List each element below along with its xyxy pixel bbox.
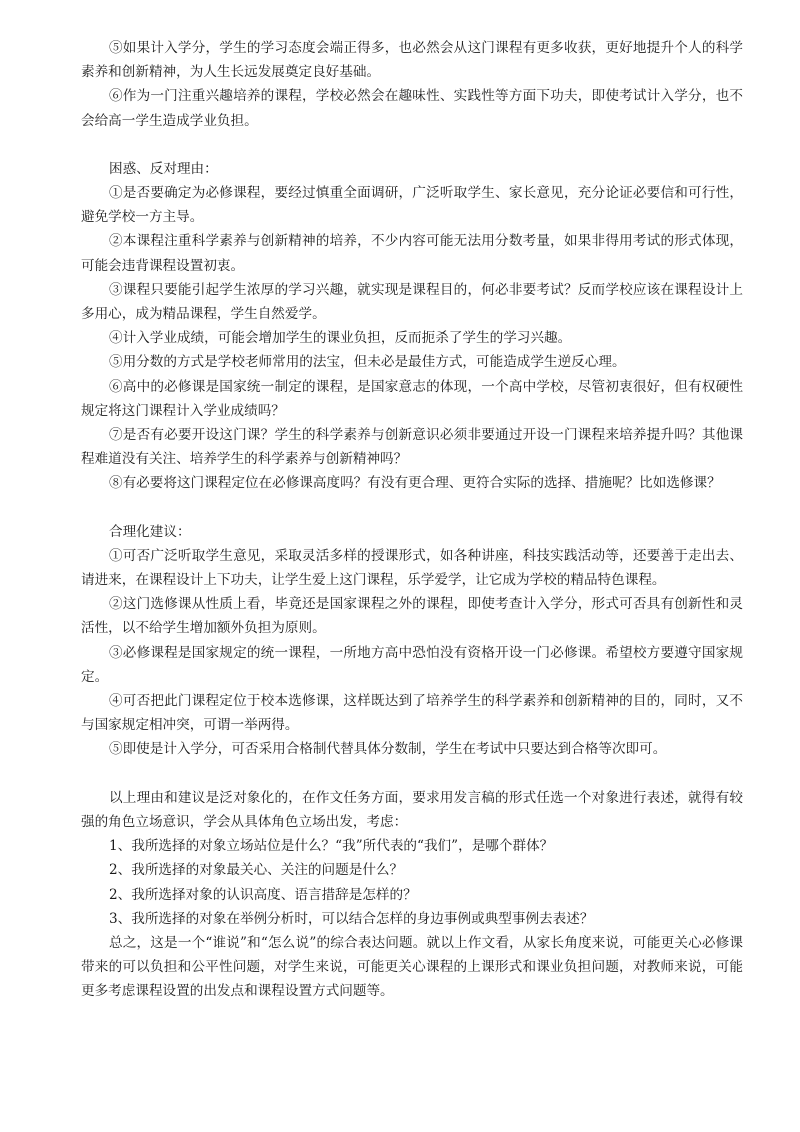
suggest-item-3: ③必修课程是国家规定的统一课程，一所地方高中恐怕没有资格开设一门必修课。希望校方要遵守国家规定。	[81, 644, 743, 685]
oppose-item-5: ⑤用分数的方式是学校老师常用的法宝，但未必是最佳方式，可能造成学生逆反心理。	[109, 354, 626, 371]
closing-question-4: 3、我所选择的对象在举例分析时，可以结合怎样的身边事例或典型事例去表述？	[109, 910, 594, 927]
suggest-item-2: ②这门选修课从性质上看，毕竟还是国家课程之外的课程，即使考查计入学分，形式可否具有创新性和灵活性，以不给学生增加额外负担为原则。	[81, 596, 743, 637]
closing-summary: 总之，这是一个“谁说”和“怎么说”的综合表达问题。就以上作文看，从家长角度来说，可能更关心必修课带来的可以负担和公平性问题，对学生来说，可能更关心课程的上课形式和课业负担问题，对教师来说，可能更多考虑课程设置的出发点和课程设置方式问题等。	[81, 934, 743, 1000]
oppose-item-6: ⑥高中的必修课是国家统一制定的课程，是国家意志的体现，一个高中学校，尽管初衷很好，但有权硬性规定将这门课程计入学业成绩吗？	[81, 378, 743, 419]
paragraph-support-6: ⑥作为一门注重兴趣培养的课程，学校必然会在趣味性、实践性等方面下功夫，即使考试计入学分，也不会给高一学生造成学业负担。	[81, 88, 743, 129]
closing-intro: 以上理由和建议是泛对象化的，在作文任务方面，要求用发言稿的形式任选一个对象进行表述，就得有较强的角色立场意识，学会从具体角色立场出发，考虑：	[81, 789, 743, 830]
suggest-item-5: ⑤即使是计入学分，可否采用合格制代替具体分数制，学生在考试中只要达到合格等次即可。	[109, 741, 667, 758]
oppose-item-1: ①是否要确定为必修课程，要经过慎重全面调研，广泛听取学生、家长意见，充分论证必要信和可行性，避免学校一方主导。	[81, 185, 743, 226]
oppose-item-4: ④计入学业成绩，可能会增加学生的课业负担，反而扼杀了学生的学习兴趣。	[109, 330, 572, 347]
paragraph-support-5: ⑤如果计入学分，学生的学习态度会端正得多，也必然会从这门课程有更多收获，更好地提升个人的科学素养和创新精神，为人生长远发展奠定良好基础。	[81, 40, 743, 81]
spacer	[81, 496, 743, 520]
spacer	[81, 762, 743, 786]
section-heading-suggest: 合理化建议：	[109, 523, 191, 540]
closing-question-3: 2、我所选择对象的认识高度、语言措辞是怎样的？	[109, 886, 417, 903]
closing-question-2: 2、我所选择的对象最关心、关注的问题是什么？	[109, 862, 404, 879]
oppose-item-8: ⑧有必要将这门课程定位在必修课高度吗？有没有更合理、更符合实际的选择、措施呢？比如选修课？	[109, 475, 721, 492]
suggest-item-4: ④可否把此门课程定位于校本选修课，这样既达到了培养学生的科学素养和创新精神的目的，同时，又不与国家规定相冲突，可谓一举两得。	[81, 693, 743, 734]
closing-question-1: 1、我所选择的对象立场站位是什么？“我”所代表的“我们”，是哪个群体？	[109, 838, 554, 855]
oppose-item-2: ②本课程注重科学素养与创新精神的培养，不少内容可能无法用分数考量，如果非得用考试的形式体现，可能会违背课程设置初衷。	[81, 233, 743, 274]
spacer	[81, 133, 743, 157]
section-heading-oppose: 困惑、反对理由：	[109, 160, 218, 177]
suggest-item-1: ①可否广泛听取学生意见，采取灵活多样的授课形式，如各种讲座，科技实践活动等，还要善于走出去、请进来，在课程设计上下功夫，让学生爱上这门课程，乐学爱学，让它成为学校的精品特色课程。	[81, 547, 743, 589]
oppose-item-7: ⑦是否有必要开设这门课？学生的科学素养与创新意识必须非要通过开设一门课程来培养提升吗？其他课程难道没有关注、培养学生的科学素养与创新精神吗？	[81, 427, 743, 468]
oppose-item-3: ③课程只要能引起学生浓厚的学习兴趣，就实现是课程目的，何必非要考试？反而学校应该在课程设计上多用心，成为精品课程，学生自然爱学。	[81, 281, 743, 323]
